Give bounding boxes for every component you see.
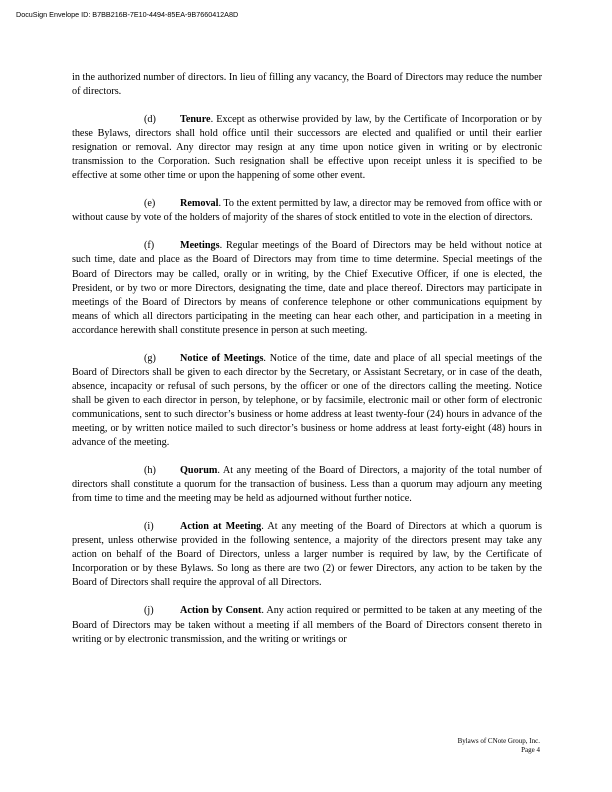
- section-marker: (f): [144, 240, 155, 252]
- section-heading: Action by Consent: [180, 605, 262, 617]
- document-body: [72, 71, 542, 661]
- section-f-meetings: [72, 239, 542, 337]
- section-h-quorum: [72, 464, 542, 506]
- section-j-action-by-consent: [72, 604, 542, 646]
- section-text: . Notice of the time, date and place of all special meetings of the Board of Directors shall be given to each director by the Secretary, or Assistant Secretary, or in case of the death, absence, incapacity or refusal of such persons, by the officer or one of the directors calling the meeting. Notice shall be given to each director in person, by telephone, or by facsimile, electronic mail or other form of electronic communications, sent to such director’s business or home address at least twenty-four (24) hours in advance of the meeting, or by written notice mailed to such director’s business or home address at least forty-eight (48) hours in advance of the meeting.: [72, 352, 542, 449]
- paragraph-text: in the authorized number of directors. In lieu of filling any vacancy, the Board of Directors may reduce the number of directors.: [72, 72, 542, 98]
- section-marker: (h): [144, 465, 156, 477]
- paragraph-continuation: [72, 71, 542, 99]
- section-marker: (j): [144, 605, 154, 617]
- section-text: . Any action required or permitted to be taken at any meeting of the Board of Directors may be taken without a meeting if all members of the Board of Directors consent thereto in writing or by electronic transmission, and the writing or writings or: [72, 605, 542, 645]
- section-heading: Action at Meeting: [180, 521, 262, 533]
- section-text: . At any meeting of the Board of Directors, a majority of the total number of directors shall constitute a quorum for the transaction of business. Less than a quorum may adjourn any meeting from time to time and the meeting may be held as adjourned without further notice.: [72, 465, 542, 505]
- section-i-action-at-meeting: [72, 520, 542, 590]
- section-marker: (i): [144, 521, 154, 533]
- section-heading: Tenure: [180, 114, 211, 126]
- envelope-id: DocuSign Envelope ID: B7BB216B-7E10-4494-85EA-9B7660412A8D: [16, 10, 239, 19]
- section-heading: Removal: [180, 198, 219, 210]
- section-d-tenure: [72, 113, 542, 183]
- section-marker: (d): [144, 114, 156, 126]
- section-marker: (g): [144, 352, 156, 364]
- section-heading: Quorum: [180, 465, 218, 477]
- section-e-removal: [72, 197, 542, 225]
- footer-doc-title: Bylaws of CNote Group, Inc.: [457, 737, 540, 745]
- section-text: . Except as otherwise provided by law, by the Certificate of Incorporation or by these Bylaws, directors shall hold office until their successors are elected and qualified or until their earlier resignation or removal. Any director may resign at any time upon notice given in writing or by electronic transmission to the Corporation. Such resignation shall be effective upon receipt unless it is specified to be effective at some other time or upon the happening of some other event.: [72, 114, 542, 182]
- section-g-notice-of-meetings: [72, 352, 542, 450]
- section-heading: Notice of Meetings: [180, 352, 264, 364]
- section-text: . At any meeting of the Board of Directors at which a quorum is present, unless otherwise provided in the following sentence, a majority of the directors present may take any action on behalf of the Board of Directors, unless a larger number is required by law, by the Certificate of Incorporation or by these Bylaws. So long as there are two (2) or fewer Directors, any action to be taken by the Board of Directors shall require the approval of all Directors.: [72, 521, 542, 589]
- page-footer: [458, 737, 540, 755]
- section-heading: Meetings: [180, 240, 220, 252]
- section-marker: (e): [144, 198, 156, 210]
- section-text: . To the extent permitted by law, a director may be removed from office with or without cause by vote of the holders of majority of the shares of stock entitled to vote in the election of directors.: [72, 198, 542, 224]
- section-text: . Regular meetings of the Board of Directors may be held without notice at such time, date and place as the Board of Directors may from time to time determine. Special meetings of the Board of Directors may be called, orally or in writing, by the Chief Executive Officer, if one is elected, the President, or by two or more Directors, designating the time, date and place thereof. Directors may participate in meetings of the Board of Directors by means of conference telephone or other communications equipment by means of which all directors participating in the meeting can hear each other, and participation in a meeting in accordance herewith shall constitute presence in person at such meeting.: [72, 240, 542, 336]
- footer-page-number: Page 4: [521, 746, 540, 754]
